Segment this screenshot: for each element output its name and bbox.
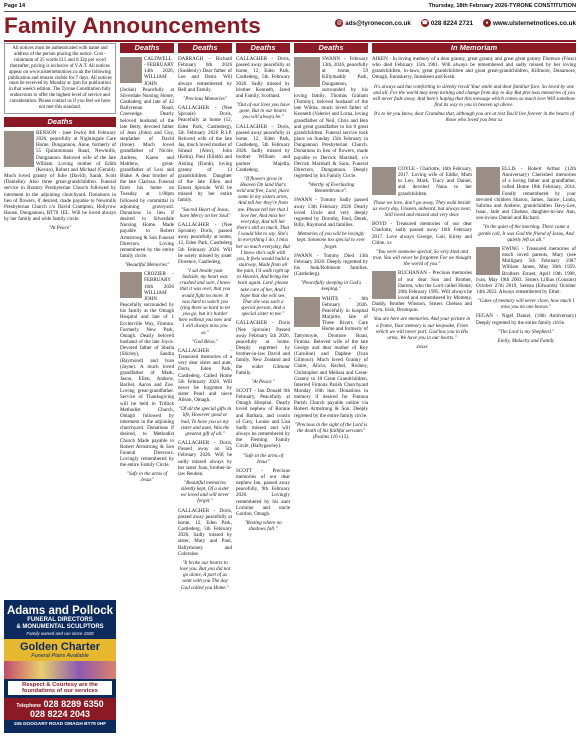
column-6 [372,166,472,733]
notice-verse: "In the quiet of the morning, There came a gentle call, It was God the friend of Jesus, And quietly left us all." [478,224,574,243]
notice-verse: You are here are memories. And your picture in a frame, Your memory is our keepsake, From which we will never part. God has you in His arms, We have you in our hearts." [373,316,471,341]
ad-phone-1: 028 8289 6350 [43,699,104,709]
contact-bar [335,19,576,27]
memoriam-top [372,56,576,166]
notice-item: ELLIS - Robert Arthur (12th Anniversary) Cherished memories of a loving father and grandfather, called Home 18th February, 2014. Fondly remembered by your devoted children Sharon, James, Janice, Linda, Sabrina and Andrew, grandchildren Davy-Lee, Isaac, Jade and Chelsea, daughter-in-law Ann, son-in-law Daniel and Richard. [476,166,576,222]
page-number: Page 14 [4,3,26,9]
section-heading [4,13,261,39]
notice-verse: Memories of you will be lovingly kept. Someone too special to ever forget. [296,231,366,250]
column-3 [178,43,232,733]
notice-verse: Those we love, don't go away, They walk beside us every day, Unseen, unheard, but always near, Still loved and missed and very dear. [372,199,472,219]
ad-phones[interactable] [4,698,116,720]
notice-verse: "Beautiful Memories" [124,262,170,269]
ad-address: 155 DOOGARY ROAD OMAGH BT79 0HF [13,722,107,727]
notice-verse: It's always sad but comforting to silently recall Your smile and dear familiar face. So loved by one and all. For the world may keep turning and change from day to day But precious memories of you will never fade away. And here's hoping that this message which comes so much love Will somehow find its way to you in heaven up above. [372,83,576,109]
top-bar [4,1,576,11]
notice-verse: "Worthy of Everlasting Remembrance". [307,182,355,195]
globe-icon: ● [483,19,491,27]
funeral-directors-ad[interactable] [4,600,116,733]
deaths-header-3: Deaths [178,43,232,53]
phone-contact[interactable]: ☎ 028 8224 2721 [421,19,473,27]
notice-verse: "The Lord is my Shepherd." [497,328,555,335]
notice-item: AIKEN - In loving memory of a dear granny, great granny and great great granny Florence (Floss) who died February 15th 1961. Will always be remembered and sadly missed by her loving grandchildren, in-laws, great grandchildren and great great-grandchildren, Killmore, Dunamore, Omagh, Enniskerry, Inniskeen and Kesh. [372,56,576,81]
web-contact[interactable]: ● www.ulsternetnotices.co.uk [483,19,576,27]
deaths-header-1: Deaths [4,117,116,127]
email-contact[interactable]: @ ads@tyronecon.co.uk [336,19,411,27]
notice-verse: "Sacred Heart of Jesus, have Mercy on her Soul" [179,206,231,219]
notice-item: GALLAGHER - Doris, passed away peacefully at home, 12, Eden Park, Castlederg, 5th February 2026. Sadly missed by sister, Mary and Paul, Ballymoney and Coleraine. [178,507,232,557]
deaths-header-4: Deaths [236,43,290,53]
ad-line-3: Family owned and run since 1928 [26,631,94,636]
deaths-header-5: Deaths [294,43,368,53]
ad-line-2: & MONUMENTAL SCULPTORS [16,624,104,630]
notice-verse: "God Bless." [191,338,219,345]
flowers-image [4,661,116,679]
notice-item: SCOTT - Ian Donald 9th February, Peacefully at Omagh Hospital. Dearly loved nephew of Ronnie and Barbara, and cousin of Gary, Louise and Lisa Sadly missed and will always be remembered by the Fleming Family Circle, (Ballygawley). [236,387,290,450]
notice-item: GALLAGHER - (Nee Sproule) Doris, Peacefully at home (12, Eden Park, Castlederg), 5th February 2026 R.I.P. Beloved wife of the late Jas, much loved mother of Sinead (Alex), John (Kelra), Paul (Eilidh) and Aisling (Frank), loving granny of 13 grandchildren. Daughter of the late Ellen and Ernest Sproule. Will be missed by her entire family. [178,105,232,204]
ad-respect: Respect & Courtesy are the foundations of our services [8,681,112,695]
portrait-photo [476,247,500,275]
top-rule [4,11,576,12]
notice-item: WHITE - 8th February 2026. Peacefully in hospital Marjorie, late of Three Rivers Care Home and formerly of Tattymoyle, Dromore Road, Fintona. Beloved wife of the late George and dear mother of Roy (Caroline) and Daphne (Ivan Gilmour). Much loved Granny of Claire, Alicia, Rachel, Rodney, Christopher and Melissa and Great-Granny to 10 Great Grandchildren. Interred Fintona Parish Churchyard Monday 16th inst. Donations in memory if desired for Fintona Parish Church payable online via Robert Armstrong & Son. Deeply regretted by the entire family circle. [294,295,368,419]
notice-verse: "You were someone special, So very kind and true. You will never be forgotten For we thought the world of you." [372,248,472,268]
column-7 [476,166,576,733]
notice-item: COYLE - Charlotte, 16th February, 2017. Loving wife of Eddie, Mum to Len, Mark, Tracy and Daniel, and devoted Nana to her grandchildren. [372,166,472,197]
notice-verse: It's to let you know, dear Grandma that, although you are at rest You'll live forever in the hearts of those who loved you best xx [373,111,575,124]
notice-verse: "I sat beside your bedside, my heart was crushed and sore, I knew that it was over, that you would fight no more. It was hard to watch you lying there so hard to let you go, but it's harder here without you now and I will always miss you so." [178,268,232,336]
ad-brand: Golden Charter [19,641,101,653]
notice-verse: "It broke our hearts to lose you. But you did not go alone, A part of us went with you The day God called you Home." [179,559,231,591]
notice-item: BENSON - (nee Irwin) 8th February 2026, peacefully at Nightingale Care Home, Dungannon, Anne, formerly of 55 Quintonmaus Road, Newmills, Dungannon. Beloved wife of the late William. Loving mother of Edith (Kevan), Robert and Michael (Gerald). Much loved granny of Julie (David), Sarah, Scott (Danielle). Also three great-grandchildren. Funeral service in Brantry Presbyterian Church followed by interment in the adjoining churchyard. Donations in lieu of flowers, if desired, made payable to Newmills Presbyterian Church c/o David Crampton, Hollyrow House, Dungannon, BT70 1EL. Will be loved always by her family and wide family circle. [4,129,116,223]
notice-verse: "Safe in the arms of Jesus" [242,452,284,465]
notice-verse: "Peacefully sleeping in God's keeping." [300,280,362,293]
column-4 [236,43,290,733]
notice-verse: "Of all the special gifts in life, However good or bad, To have you as my sister and aunt, Was the greatest gift of all." [178,406,232,437]
notice-verse: "If flowers grow in Heaven On land that's wild and free, Lord, place some in my sisters arms, And tell her they're from me. Please tell her that I love her, And miss her everyday, And tell her there's still so much, That I would like to say. She's in everything I do, I miss her so much everyday, But I know she's safe with you, It feels would build a stairway, Made from all the pain, I'd walk right up to Heaven, And bring her back again. Lord, please take care of her, And I hope that she will see, That she was such a special person, And a special sister to me." [236,175,290,318]
email-icon: @ [336,20,342,26]
notice-verse: "Beautiful memories silently kept, Of a sister we loved and will never forget." [180,480,230,505]
portrait-photo [294,297,320,327]
submission-notice: All notices must be authenticated with name and address of the person placing the notice. Cost - minimum of 25 words £15 and 0.32p per word thereafter, pricing is inclusive of V.A.T. All notices appear on www.ulsternetnotices.co.uk the following publication and remain visible for 7 days. All notices must be received by Monday at 1pm for publication in that week's edition. The Tyrone Constitution fully endeavours to offer the highest level of service and consideration. Please contact us if you feel we have not met this standard. [4,43,116,114]
title-rule [4,40,576,42]
notice-item: SWANN - Tommy Sadly passed away 13th February 2026 Dearly loved Uncle and very deeply regretted by Dorothy, Fred, Derek, Billy, Raymond and families. [294,197,368,229]
portrait-photo [476,167,500,195]
notice-item: SWANN - February 13th, 2026, peacefully at home, 59 Killymaddy Park, Dungannon, surrounded by his loving family, Thomas Graham (Tommy), beloved husband of the late Wilma, much loved father of Kenneth (Valerie) and Lorna, loving grandfather of Neil, Chris and Ben and great grandfather to his 8 great grandchildren. Funeral service took place on Sunday 15th February in Dungannon Presbyterian Church. Donations in lieu of flowers, made payable to Derrick Marshall, c/o Derrick Marshall & Sons, Funeral Directors, Dungannon. Deeply regretted by his Family Circle. [294,56,368,179]
notice-item: GALLAGHER - Treasured memories of a very dear sister and aunt, Doris, Eden Park, Castlederg. Called Home 5th February 2026. Will never be forgotten by sister Pearl and niece Alison, Omagh. [178,347,232,404]
notice-item: GALLAGHER - Doris, passed away peacefully at home, 12, Eden Park, Castlederg, 5th February 2026. Sadly missed by brother William and partner Majella, Castlederg. [236,123,290,173]
ad-company-name: Adams and Pollock [6,605,114,617]
memoriam-header: In Memoriam [372,43,576,53]
notice-item: CALDWELL - FEBRUARY 14th 2026, WILLIAM JOHN (Jackie) Peacefully at Silverdale Nursing Home, Castlederg and late of 42 Ballyrenan Road, Creevedge. Dearly beloved husband of the late Betty, devoted father of Jean (John) and Guy, stepfather of David (Irene). Much loved grandfather of Nicole, Andrew, Karen and Matthew, great-grandfather of Lexi and Blake. A dear brother of the late Clarissa. Funeral from his home on Tuesday at 1.00pm followed by committal in adjoining graveyard. Donations in lieu if desired to Silverdale Nursing Home. Made payable to Robert Armstrong & Son Funeral Directors. Loving remembered by the entire family circle. [120,56,174,259]
portrait-photo [4,131,34,167]
notice-item: CROZIER - FEBRUARY 16th 2026 WILLIAM JOHN Peacefully surrounded by his family at the Omagh Hospital and late of 1 Ecclesville Way, Fintona. Formerly New Park, Omagh. Dearly beloved husband of the late Joyce. Devoted father of Sheila (Shirley), Sandra (Raymond) and Ivan (Jayne). A much loved grandfather of Mark, Jason, Ellen, Andrew, Rachel, Aaron and Zoe. Loving great-grandfather. Service of Thanksgiving will be held in Trillick Methodist Church, Omagh followed by interment in the adjoining churchyard. Donations if desired, to Methodist Church Made payable to Robert Armstrong & Son Funeral Directors. Lovingly remembered by the entire Family Circle. [120,271,174,469]
notice-item: SCOTT - Precious memories of our dear nephew Ian, passed away peacefully, 9th February 2026. Lovingly remembered by his aunt Lorraine and uncle Gordon, Omagh. [236,467,290,517]
deaths-header-2: Deaths [120,43,174,53]
notice-verse: "Precious in the sight of the Lord is the death of his faithful servants" (Psalms 116 v15). [294,421,368,441]
notice-verse: Emily, Malachy and Family [497,337,555,344]
notice-verse: "Out of our lives you have gone, But in our hearts you will always be." [236,102,290,121]
column-2 [120,43,174,733]
notice-item: EWING - Treasured memories of much loved parents, Mary (nee Mulligan) 5th February 1987 William James, May 30th 1959. Brothers Ernest, April 19th 1998, Ivan, May 19th 2003. Sisters Lillias (Cousins) October 27th 2019, Serena (Edwards) October 14th 2022. Always remembered by Ethel. [476,245,576,295]
notice-item: GALLAGHER - Doris, Passed away on 5th February 2026. Will be sadly missed always by her sister Joan, brother-in-law Reuben. [178,440,232,477]
ad-phone-2: 028 8224 2043 [29,709,91,719]
notice-item: GALLAGHER - Doris, passed away peacefully at home, 12, Eden Park, Castlederg, 5th February 2026. Sadly missed by brother Kenneth, Jared and Family, Scotland. [236,56,290,99]
notice-item: GALLAGHER - (Nee Sproule) Doris, passed away peacefully at home, 12, Eden Park, Castlederg 5th February 2026. Will be sorely missed by sister Florence, Castlederg. [178,221,232,265]
column-5 [294,43,368,733]
notice-verse: xxxxx [416,344,428,351]
portrait-photo [372,271,396,299]
ad-line-1: FUNERAL DIRECTORS [27,617,93,623]
notice-item: DARRAGH - Richard February 6th 2026 (Suddenly) Dear father of Lee and Demi. Will always remembered by Bell and Family. [178,56,232,93]
notice-verse: "At Peace" [48,225,72,232]
notice-item: FEGAN - Nigel Daniel, (18th Anniversary) Deeply regretted by the entire family circle. [476,313,576,326]
issue-date: Thursday, 18th February 2026-TYRONE CONSTITUTION [428,3,576,9]
notice-item: GALLAGHER - Doris (Nee Sproule) Passed away February 5th 2026, peacefully at home. Deeply regretted by brother-in-law David and family, New Zealand and the wider Gilmour Family. [236,320,290,376]
ad-brand-sub: Funeral Plans Available [31,653,89,659]
column-1 [4,43,116,598]
memoriam-section [372,43,576,56]
notice-verse: "Gates of memory will never close, how much I miss you no one knows." [477,298,575,311]
notice-item: BOYD - Treasured memories of our dear Charlotte, sadly passed away 16th February 2017. Love always George, Gail, Kirsty and Chloe. xx [372,221,472,246]
portrait-photo [120,272,142,298]
notice-verse: "Precious Memories" [183,95,227,102]
notice-item: SWANN - Tommy Died 13th February 2026. Deeply regretted by his Junk/Robinson families. (Castlederg). [294,252,368,278]
notice-item: BUCHANAN - Precious memories of our dear Son and Brother, Darren, who the Lord called Home, 20th February 1995. Will always be loved and remembered by Mommy, Daddy, Brother Winston, Sisters Chelsea and Kym. Irish, Drumquin. [372,270,472,314]
page-title: Family Announcements [4,12,261,38]
ad-brand-band [4,639,116,661]
notice-verse: "At Peace." [251,378,275,385]
portrait-photo [294,57,320,87]
phone-icon: ☎ [421,20,429,26]
notice-verse: "Safe in the arms of Jesus" [126,471,168,484]
portrait-photo [120,57,142,83]
portrait-photo [372,167,396,195]
ad-phone-label: Telephone [16,703,42,709]
notice-verse: "Resting where no shadows fall." [244,520,282,533]
